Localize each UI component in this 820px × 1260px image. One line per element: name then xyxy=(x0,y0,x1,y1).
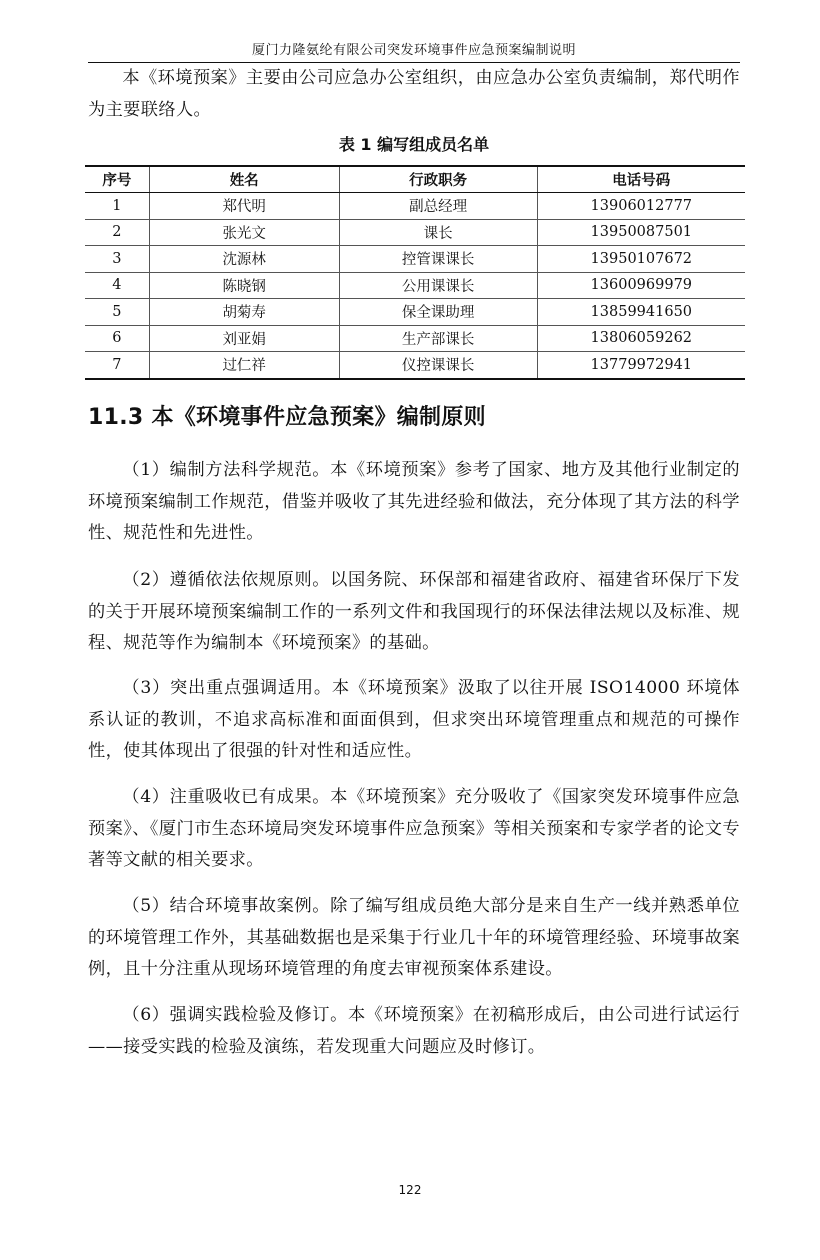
cell-no: 6 xyxy=(85,325,149,352)
cell-no: 4 xyxy=(85,272,149,299)
cell-no: 1 xyxy=(85,193,149,220)
table-row xyxy=(85,193,745,220)
cell-name: 沈源林 xyxy=(149,246,339,273)
cell-no: 3 xyxy=(85,246,149,273)
cell-position: 副总经理 xyxy=(339,193,537,220)
cell-name: 过仁祥 xyxy=(149,352,339,379)
principle-paragraph-5: （5）结合环境事故案例。除了编写组成员绝大部分是来自生产一线并熟悉单位的环境管理工作外，其基础数据也是采集于行业几十年的环境管理经验、环境事故案例，且十分注重从现场环境管理的角度去审视预案体系建设。 xyxy=(88,896,740,979)
cell-phone: 13600969979 xyxy=(537,272,745,299)
principle-paragraph-2: （2）遵循依法依规原则。以国务院、环保部和福建省政府、福建省环保厅下发的关于开展环境预案编制工作的一系列文件和我国现行的环保法律法规以及标准、规程、规范等作为编制本《环境预案》的基础。 xyxy=(88,570,740,653)
cell-name: 陈晓钢 xyxy=(149,272,339,299)
cell-phone: 13779972941 xyxy=(537,352,745,379)
principle-paragraph-6: （6）强调实践检验及修订。本《环境预案》在初稿形成后，由公司进行试运行——接受实践的检验及演练，若发现重大问题应及时修订。 xyxy=(88,1005,740,1057)
intro-paragraph: 本《环境预案》主要由公司应急办公室组织，由应急办公室负责编制，郑代明作为主要联络人。 xyxy=(88,68,740,120)
page-number: 122 xyxy=(398,1183,422,1197)
principle-paragraph-1: （1）编制方法科学规范。本《环境预案》参考了国家、地方及其他行业制定的环境预案编制工作规范，借鉴并吸收了其先进经验和做法，充分体现了其方法的科学性、规范性和先进性。 xyxy=(88,460,740,543)
table-title: 表 1 编写组成员名单 xyxy=(338,135,490,154)
column-header-no: 序号 xyxy=(85,166,149,193)
cell-name: 刘亚娟 xyxy=(149,325,339,352)
cell-position: 仪控课课长 xyxy=(339,352,537,379)
table-row xyxy=(85,325,745,352)
cell-name: 郑代明 xyxy=(149,193,339,220)
cell-position: 生产部课长 xyxy=(339,325,537,352)
table-header-row xyxy=(85,166,745,193)
table-row xyxy=(85,272,745,299)
column-header-position: 行政职务 xyxy=(339,166,537,193)
cell-phone: 13906012777 xyxy=(537,193,745,220)
principle-paragraph-4: （4）注重吸收已有成果。本《环境预案》充分吸收了《国家突发环境事件应急预案》、《厦门市生态环境局突发环境事件应急预案》等相关预案和专家学者的论文专著等文献的相关要求。 xyxy=(88,787,740,870)
column-header-phone: 电话号码 xyxy=(537,166,745,193)
section-heading: 11.3 本《环境事件应急预案》编制原则 xyxy=(88,405,486,430)
cell-phone: 13859941650 xyxy=(537,299,745,326)
cell-position: 公用课课长 xyxy=(339,272,537,299)
cell-position: 控管课课长 xyxy=(339,246,537,273)
table-row xyxy=(85,352,745,379)
cell-no: 2 xyxy=(85,219,149,246)
principle-paragraph-3: （3）突出重点强调适用。本《环境预案》汲取了以往开展 ISO14000 环境体系认证的教训，不追求高标准和面面俱到，但求突出环境管理重点和规范的可操作性，使其体现出了很强的针对性和适应性。 xyxy=(88,678,740,761)
cell-no: 7 xyxy=(85,352,149,379)
table-row xyxy=(85,219,745,246)
cell-name: 胡菊寿 xyxy=(149,299,339,326)
cell-phone: 13950087501 xyxy=(537,219,745,246)
members-table xyxy=(85,165,745,380)
running-header: 厦门力隆氨纶有限公司突发环境事件应急预案编制说明 xyxy=(251,43,576,58)
cell-name: 张光文 xyxy=(149,219,339,246)
cell-position: 保全课助理 xyxy=(339,299,537,326)
cell-phone: 13806059262 xyxy=(537,325,745,352)
table-row xyxy=(85,246,745,273)
table-row xyxy=(85,299,745,326)
cell-position: 课长 xyxy=(339,219,537,246)
cell-phone: 13950107672 xyxy=(537,246,745,273)
column-header-name: 姓名 xyxy=(149,166,339,193)
cell-no: 5 xyxy=(85,299,149,326)
